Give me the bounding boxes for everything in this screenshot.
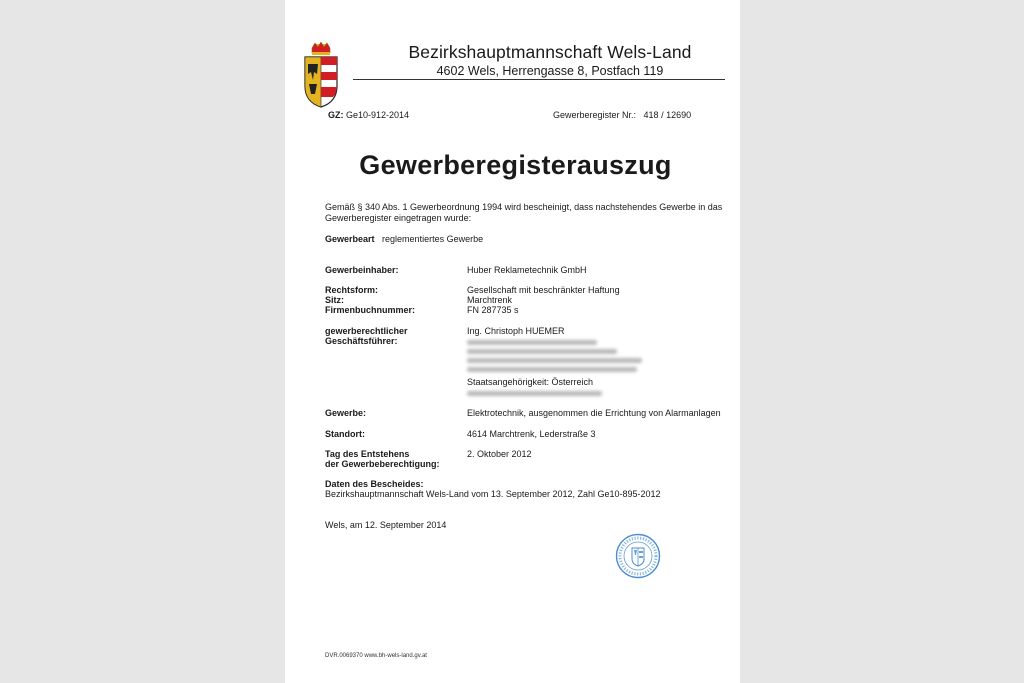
gz-label: GZ: (328, 110, 344, 120)
geschaeftsfuehrer-name: Ing. Christoph HUEMER (467, 326, 565, 336)
entstehung-label-line2: der Gewerbeberechtigung: (325, 459, 440, 469)
inhaber-label: Gewerbeinhaber: (325, 265, 399, 275)
place-date: Wels, am 12. September 2014 (325, 520, 447, 530)
firmenbuch-label: Firmenbuchnummer: (325, 305, 416, 315)
geschaeftsfuehrer-label-line2: Geschäftsführer: (325, 336, 398, 346)
rechtsform-value: Gesellschaft mit beschränkter Haftung (467, 285, 620, 295)
register-number (553, 110, 691, 120)
gz-reference (328, 110, 409, 120)
redacted-line (467, 367, 637, 372)
sitz-value: Marchtrenk (467, 295, 513, 305)
citizenship-value: Staatsangehörigkeit: Österreich (467, 377, 594, 387)
document-page (285, 0, 740, 683)
entstehung-value: 2. Oktober 2012 (467, 449, 532, 459)
geschaeftsfuehrer-label-line1: gewerberechtlicher (325, 326, 408, 336)
bescheid-label: Daten des Bescheides: (325, 479, 424, 489)
register-label: Gewerberegister Nr.: (553, 110, 637, 120)
register-value: 418 / 12690 (643, 110, 692, 120)
redacted-line (467, 358, 642, 363)
gewerbeart-row (325, 234, 483, 244)
firmenbuch-value: FN 287735 s (467, 305, 519, 315)
bescheid-value: Bezirkshauptmannschaft Wels-Land vom 13. September 2012, Zahl Ge10-895-2012 (325, 489, 661, 499)
document-title: Gewerberegisterauszug (359, 150, 672, 180)
gewerbe-label: Gewerbe: (325, 408, 367, 418)
redacted-line (467, 340, 597, 345)
header-divider (353, 79, 725, 80)
standort-label: Standort: (325, 429, 365, 439)
entstehung-label-line1: Tag des Entstehens (325, 449, 410, 459)
gewerbeart-label: Gewerbeart (325, 234, 375, 244)
official-stamp-icon (615, 533, 661, 579)
authority-name: Bezirkshauptmannschaft Wels-Land (408, 42, 692, 62)
sitz-label: Sitz: (325, 295, 344, 305)
gewerbeart-value: reglementiertes Gewerbe (382, 234, 484, 244)
standort-value: 4614 Marchtrenk, Lederstraße 3 (467, 429, 596, 439)
gewerbe-value: Elektrotechnik, ausgenommen die Errichtung von Alarmanlagen (467, 408, 721, 418)
redacted-line (467, 349, 617, 354)
intro-text: Gemäß § 340 Abs. 1 Gewerbeordnung 1994 wird bescheinigt, dass nachstehendes Gewerbe in das Gewerberegister eingetragen wurde: (325, 202, 723, 223)
gz-value: Ge10-912-2014 (346, 110, 410, 120)
redacted-line (467, 391, 602, 396)
footer-dvr-website: DVR.0069370 www.bh-wels-land.gv.at (325, 653, 427, 659)
rechtsform-label: Rechtsform: (325, 285, 379, 295)
authority-address: 4602 Wels, Herrengasse 8, Postfach 119 (436, 64, 664, 78)
inhaber-value: Huber Reklametechnik GmbH (467, 265, 587, 275)
